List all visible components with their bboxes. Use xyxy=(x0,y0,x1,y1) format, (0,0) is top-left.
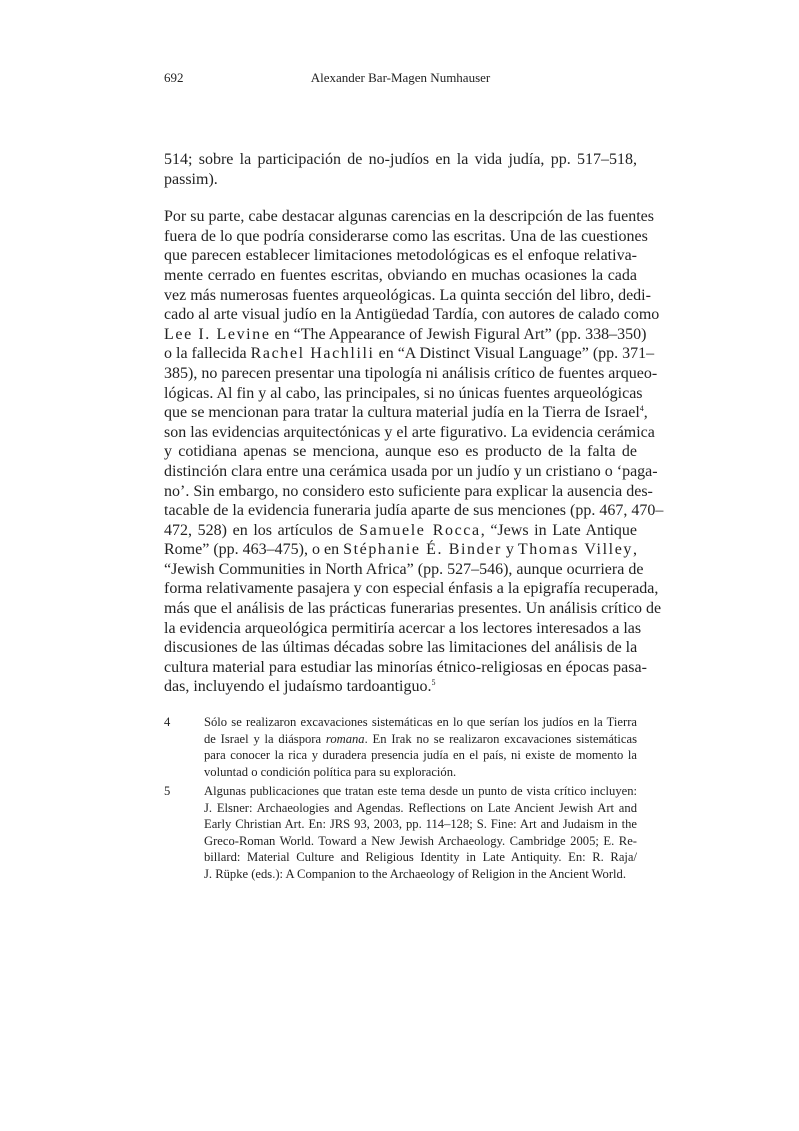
text-line xyxy=(204,714,637,731)
text-run: distinción clara entre una cerámica usada por un judío y un cristiano o ‘paga- xyxy=(164,462,658,480)
text-line xyxy=(164,207,654,227)
text-line xyxy=(164,462,658,482)
text-line xyxy=(164,619,642,639)
text-run: J. Rüpke (eds.): A Companion to the Archaeology of Religion in the Ancient World. xyxy=(204,866,626,881)
footnote-ref: 4 xyxy=(639,404,644,414)
text-run: lógicas. Al fin y al cabo, las principales, si no únicas fuentes arqueológicas xyxy=(164,384,643,402)
text-run: Greco-Roman World. Toward a New Jewish Archaeology. Cambridge 2005; E. Re- xyxy=(204,833,637,848)
text-run: 514; sobre la participación de no-judíos en la vida judía, pp. 517–518, xyxy=(164,151,637,168)
text-line xyxy=(164,227,648,247)
text-run: J. Elsner: Archaeologies and Agendas. Reflections on Late Ancient Jewish Art and xyxy=(204,800,637,815)
text-run: das, incluyendo el judaísmo tardoantiguo. xyxy=(164,678,432,696)
text-run: “Jewish Communities in North Africa” (pp. 527–546), aunque ocurriera de xyxy=(164,560,644,578)
text-line xyxy=(164,286,651,306)
text-run: más que el análisis de las prácticas funerarias presentes. Un análisis crítico de xyxy=(164,600,662,618)
text-line xyxy=(164,266,637,286)
text-run: forma relativamente pasajera y con especial énfasis a la epigrafía recuperada, xyxy=(164,580,659,598)
text-run: cado al arte visual judío en la Antigüedad Tardía, con autores de calado como xyxy=(164,306,660,324)
text-run: Por su parte, cabe destacar algunas carencias en la descripción de las fuentes xyxy=(164,208,654,226)
footnote-number: 5 xyxy=(164,784,171,798)
body-text xyxy=(164,150,664,697)
author-name: Stéphanie É. Binder xyxy=(343,541,502,559)
text-run: , “Jews in Late Antique xyxy=(480,521,638,539)
text-run: fuera de lo que podría considerarse como las escritas. Una de las cuestiones xyxy=(164,227,648,245)
text-run: cultura material para estudiar las minorías étnico-religiosas en épocas pasa- xyxy=(164,658,647,676)
text-run: para conocer la rica y duradera presencia judía en el país, ni existe de momento la xyxy=(204,748,637,763)
text-run: o la fallecida xyxy=(164,345,251,363)
text-line xyxy=(164,658,647,678)
author-name: Lee I. Levine xyxy=(164,325,271,343)
text-line xyxy=(164,501,664,521)
text-line xyxy=(204,816,637,833)
text-line xyxy=(164,560,644,580)
footnote-4 xyxy=(164,714,637,780)
author-name: Samuele Rocca xyxy=(359,521,481,539)
text-run: mente cerrado en fuentes escritas, obviando en muchas ocasiones la cada xyxy=(164,266,637,284)
paragraph xyxy=(164,150,637,189)
text-line xyxy=(164,344,655,364)
text-run: vez más numerosas fuentes arqueológicas. La quinta sección del libro, dedi- xyxy=(164,286,651,304)
text-run: 385), no parecen presentar una tipología ni análisis crítico de fuentes arqueo- xyxy=(164,364,658,382)
text-run: , xyxy=(633,541,637,559)
text-line xyxy=(204,833,637,850)
text-line xyxy=(164,599,662,619)
text-line xyxy=(164,423,655,443)
text-line xyxy=(164,246,637,266)
text-line xyxy=(164,364,658,384)
text-run: Algunas publicaciones que tratan este tema desde un punto de vista crítico incluyen: xyxy=(204,784,637,798)
text-run: en “The Appearance of Jewish Figural Art” (pp. 338–350) xyxy=(270,325,647,343)
footnote-number: 4 xyxy=(164,715,171,729)
text-line xyxy=(164,540,637,560)
text-line xyxy=(164,384,643,404)
text-run: billard: Material Culture and Religious Identity in Late Antiquity. En: R. Raja/ xyxy=(204,850,637,865)
text-run: . En Irak no se realizaron excavaciones sistemáticas xyxy=(364,731,637,746)
text-run: romana xyxy=(325,731,365,746)
paragraph xyxy=(164,207,664,697)
text-line xyxy=(164,150,637,170)
author-name: Rachel Hachlili xyxy=(250,345,375,363)
text-run: que parecen establecer limitaciones metodológicas es el enfoque relativa- xyxy=(164,247,637,265)
text-line xyxy=(164,677,637,697)
page-number: 692 xyxy=(164,70,184,85)
text-run: que se mencionan para tratar la cultura material judía en la Tierra de Israel xyxy=(164,404,640,422)
text-run: y cotidiana apenas se menciona, aunque eso es producto de la falta de xyxy=(164,443,637,461)
text-line xyxy=(164,170,637,190)
text-run: passim). xyxy=(164,170,218,188)
text-run: y xyxy=(501,541,518,559)
text-line xyxy=(204,747,637,764)
text-line xyxy=(164,579,659,599)
text-line xyxy=(164,442,637,462)
text-line xyxy=(204,866,637,883)
text-line xyxy=(164,403,648,423)
text-run: , xyxy=(643,404,648,422)
text-line xyxy=(164,482,653,502)
text-run: 472, 528) en los artículos de xyxy=(164,521,360,539)
running-head: Alexander Bar-Magen Numhauser xyxy=(310,70,491,85)
text-run: de Israel y la diáspora xyxy=(204,731,326,746)
footnote-ref: 5 xyxy=(431,678,436,688)
author-name: Thomas Villey xyxy=(517,541,633,559)
text-run: no’. Sin embargo, no considero esto suficiente para explicar la ausencia des- xyxy=(164,482,653,500)
text-run: Early Christian Art. En: JRS 93, 2003, pp. 114–128; S. Fine: Art and Judaism in the xyxy=(204,817,637,832)
text-line xyxy=(164,521,637,541)
text-line xyxy=(204,800,637,817)
text-run: Sólo se realizaron excavaciones sistemáticas en lo que serían los judíos en la Tierra xyxy=(204,715,637,729)
text-run: tacable de la evidencia funeraria judía aparte de sus menciones (pp. 467, 470– xyxy=(164,502,664,520)
text-run: Rome” (pp. 463–475), o en xyxy=(164,541,344,559)
text-run: la evidencia arqueológica permitiría acercar a los lectores interesados a las xyxy=(164,619,642,637)
footnote-text xyxy=(204,714,637,780)
text-line xyxy=(204,849,637,866)
footnote-text xyxy=(204,783,637,883)
footnote-5 xyxy=(164,783,637,883)
text-run: en “A Distinct Visual Language” (pp. 371– xyxy=(374,345,655,363)
text-line xyxy=(204,783,637,800)
text-line xyxy=(164,638,637,658)
text-line xyxy=(164,325,647,345)
text-run: voluntad o condición política para su exploración. xyxy=(204,764,457,779)
text-line xyxy=(204,764,637,781)
text-run: son las evidencias arquitectónicas y el arte figurativo. La evidencia cerámica xyxy=(164,423,655,441)
text-run: discusiones de las últimas décadas sobre las limitaciones del análisis de la xyxy=(164,639,638,657)
text-line xyxy=(204,731,637,748)
text-line xyxy=(164,305,660,325)
